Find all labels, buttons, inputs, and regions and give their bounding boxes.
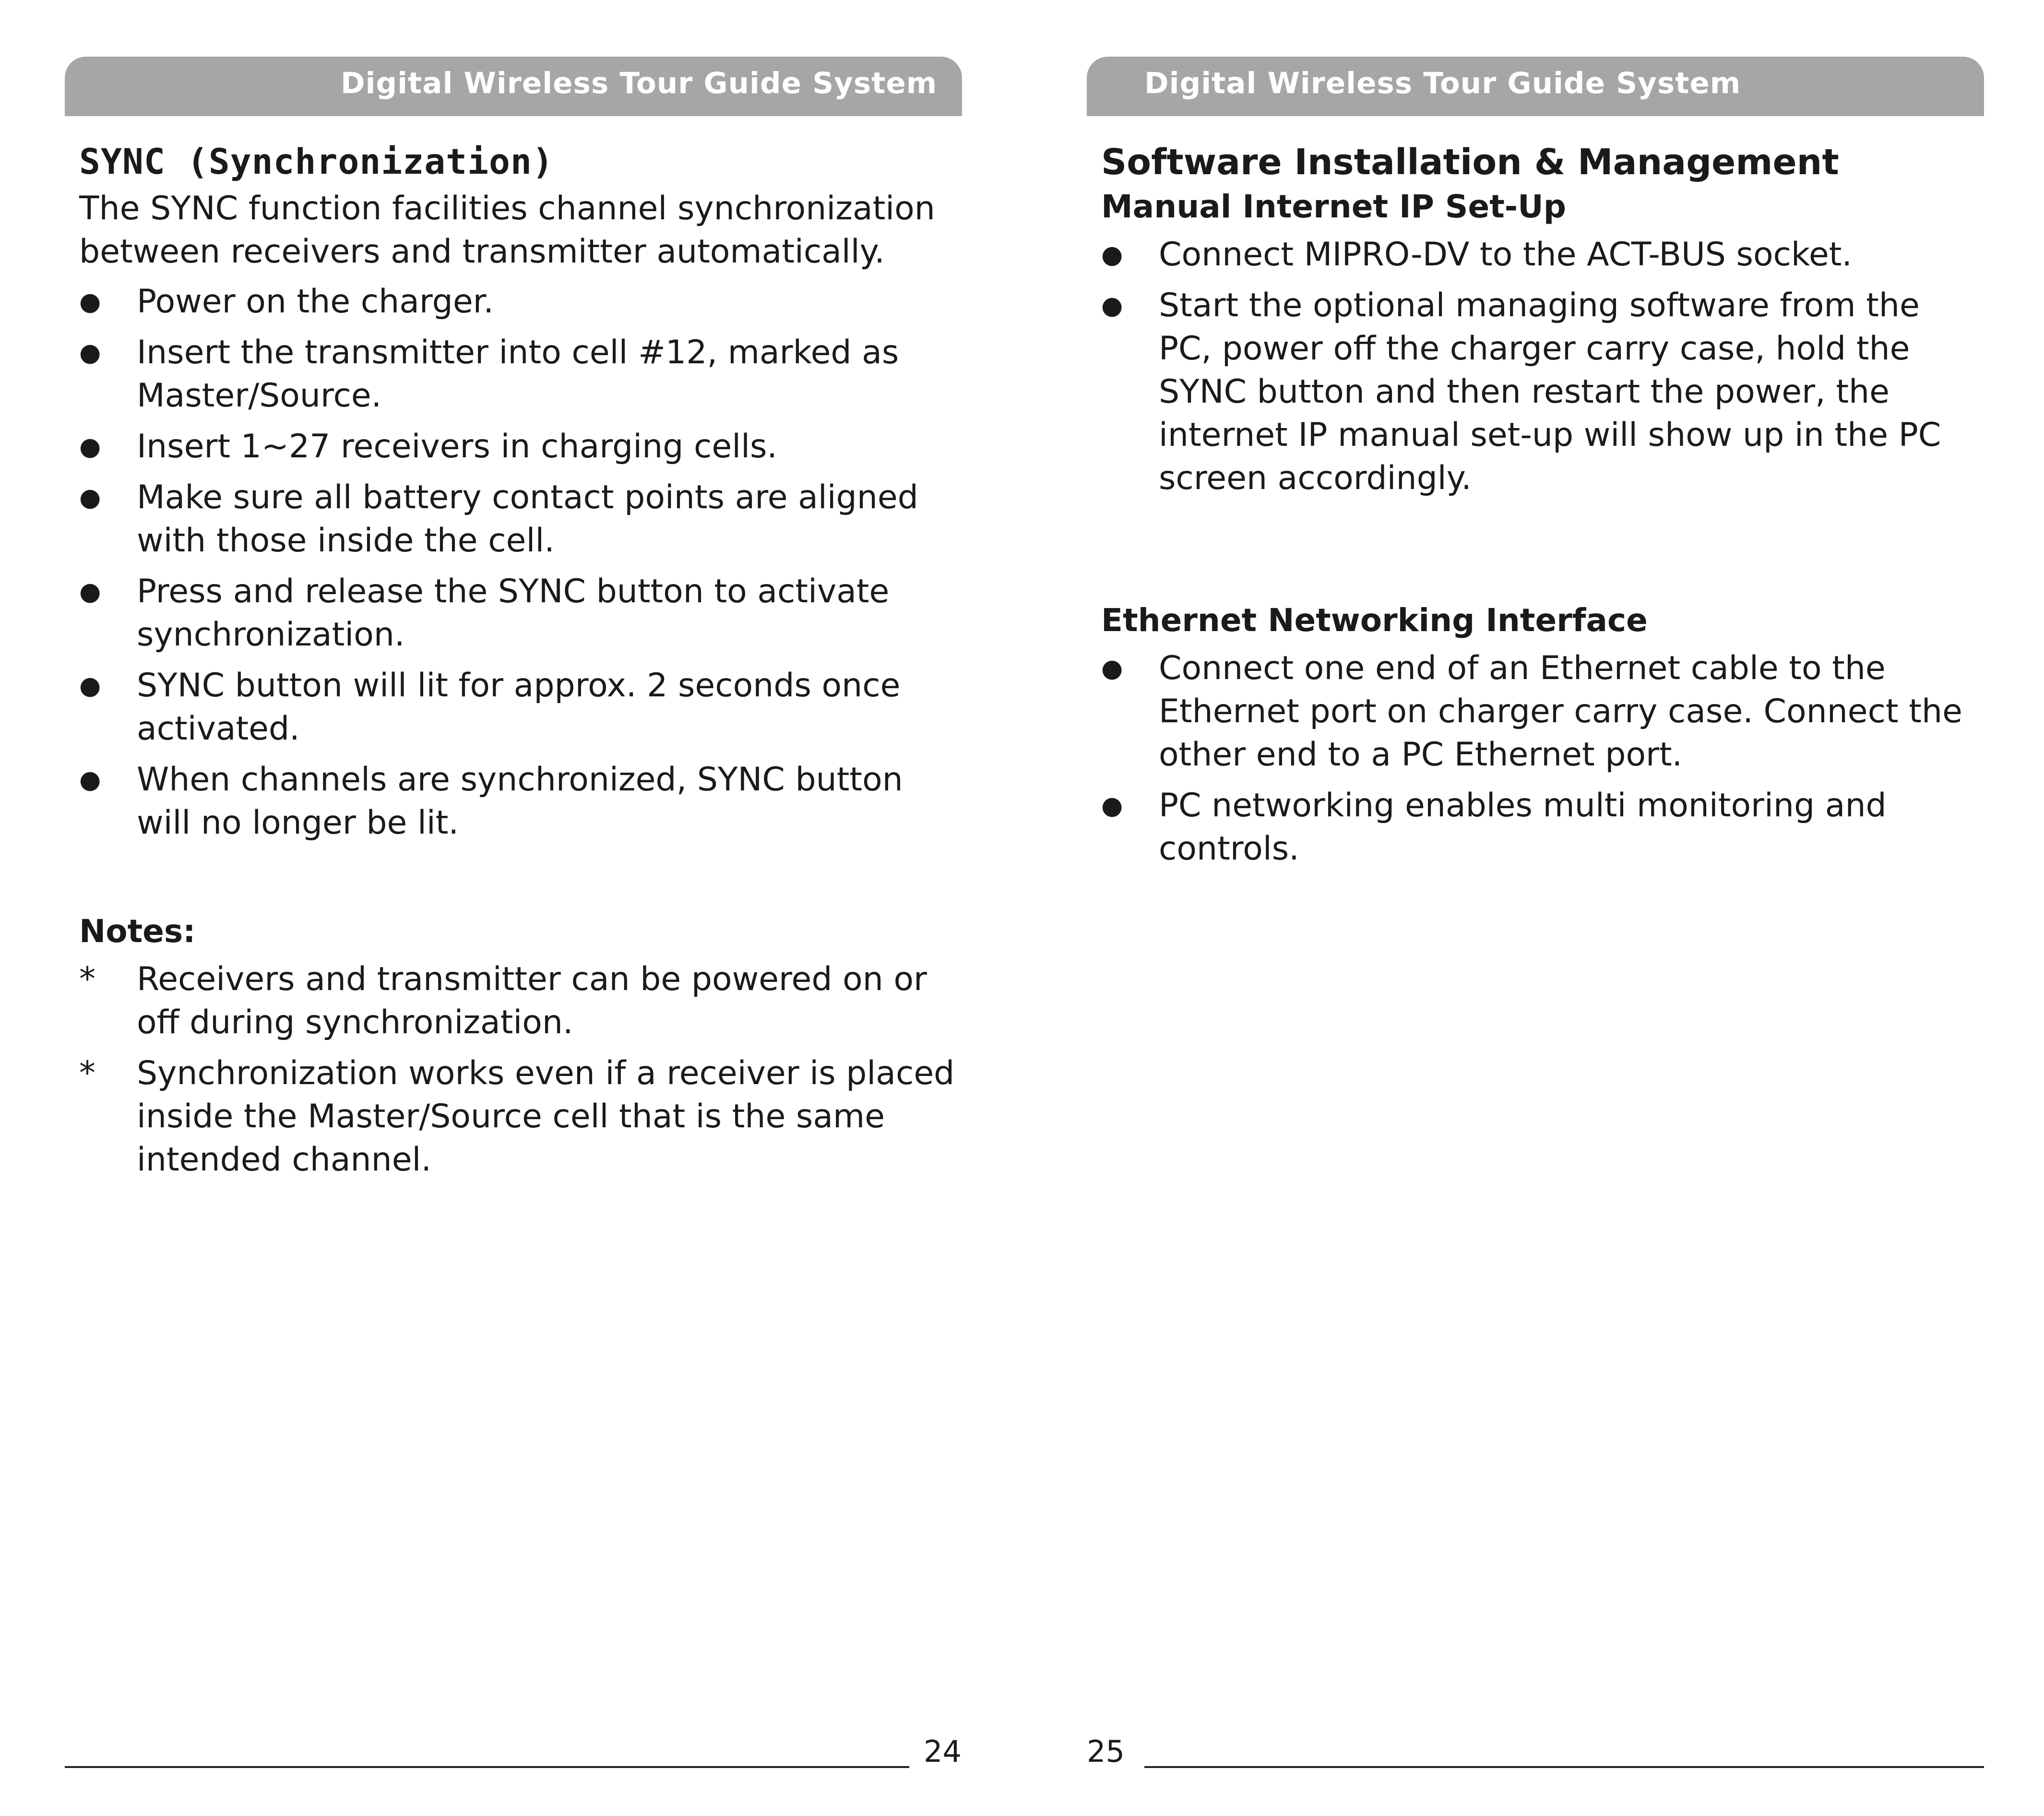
list-item xyxy=(79,664,957,751)
left-page-content xyxy=(79,139,957,1189)
page-number: 25 xyxy=(1087,1734,1125,1769)
note-text: Receivers and transmitter can be powered on or off during synchronization. xyxy=(137,960,927,1041)
list-item-text: SYNC button will lit for approx. 2 seconds once activated. xyxy=(137,667,901,748)
list-item xyxy=(79,425,957,468)
list-item-text: When channels are synchronized, SYNC button will no longer be lit. xyxy=(137,761,903,842)
list-item-text: Insert the transmitter into cell #12, marked as Master/Source. xyxy=(137,334,899,415)
list-item-text: Insert 1~27 receivers in charging cells. xyxy=(137,428,778,466)
list-item xyxy=(79,331,957,418)
list-item xyxy=(1101,647,1979,777)
list-item xyxy=(79,758,957,845)
bullet-icon: ● xyxy=(1101,240,1123,269)
spacer xyxy=(79,852,957,910)
footer-rule xyxy=(1144,1766,1984,1768)
bullet-icon: ● xyxy=(79,287,101,316)
list-item xyxy=(1101,784,1979,871)
right-page xyxy=(1087,0,1984,1816)
ethernet-heading: Ethernet Networking Interface xyxy=(1101,602,1648,639)
bullet-icon: ● xyxy=(79,671,101,700)
page-header-title: Digital Wireless Tour Guide System xyxy=(1144,66,1741,100)
list-item xyxy=(1101,233,1979,276)
bullet-icon: ● xyxy=(1101,291,1123,320)
intro-paragraph: The SYNC function facilities channel synchronization between receivers and transmitter automatically. xyxy=(79,190,935,271)
ethernet-list xyxy=(1101,647,1979,871)
bullet-icon: ● xyxy=(79,483,101,512)
bullet-icon: ● xyxy=(1101,791,1123,820)
left-page xyxy=(65,0,962,1816)
list-item xyxy=(79,570,957,657)
list-item-text: Press and release the SYNC button to activate synchronization. xyxy=(137,573,890,654)
list-item-text: Start the optional managing software from the PC, power off the charger carry case, hold the SYNC button and then restart the power, the internet IP manual set-up will show up in the PC screen accordingly. xyxy=(1159,287,1941,497)
page-header-bar xyxy=(1087,57,1984,116)
spacer xyxy=(1101,508,1979,599)
right-page-content xyxy=(1101,139,1979,878)
list-item-text: Connect MIPRO-DV to the ACT-BUS socket. xyxy=(1159,236,1852,274)
bullet-icon: ● xyxy=(79,338,101,367)
section-title: SYNC (Synchronization) xyxy=(79,142,554,182)
bullet-icon: ● xyxy=(79,432,101,461)
bullet-icon: ● xyxy=(79,765,101,794)
page-header-title: Digital Wireless Tour Guide System xyxy=(341,66,938,100)
bullet-icon: ● xyxy=(79,577,101,606)
section-subtitle: Manual Internet IP Set-Up xyxy=(1101,188,1566,225)
asterisk-icon: * xyxy=(79,960,95,998)
list-item-text: PC networking enables multi monitoring and controls. xyxy=(1159,787,1887,868)
note-item xyxy=(79,958,957,1044)
page-header-bar xyxy=(65,57,962,116)
asterisk-icon: * xyxy=(79,1054,95,1092)
footer-rule xyxy=(65,1766,909,1768)
list-item xyxy=(1101,284,1979,500)
list-item xyxy=(79,280,957,323)
note-item xyxy=(79,1052,957,1182)
notes-heading: Notes: xyxy=(79,913,196,950)
note-text: Synchronization works even if a receiver is placed inside the Master/Source cell that is the same intended channel. xyxy=(137,1054,955,1179)
list-item-text: Connect one end of an Ethernet cable to the Ethernet port on charger carry case. Connect the other end to a PC Ethernet port. xyxy=(1159,649,1962,774)
list-item xyxy=(79,476,957,562)
list-item-text: Make sure all battery contact points are aligned with those inside the cell. xyxy=(137,478,918,560)
section-title: Software Installation & Management xyxy=(1101,142,1839,183)
page-number: 24 xyxy=(924,1734,962,1769)
notes-list xyxy=(79,958,957,1182)
sync-steps-list xyxy=(79,280,957,845)
list-item-text: Power on the charger. xyxy=(137,283,494,321)
ip-setup-list xyxy=(1101,233,1979,500)
bullet-icon: ● xyxy=(1101,654,1123,683)
